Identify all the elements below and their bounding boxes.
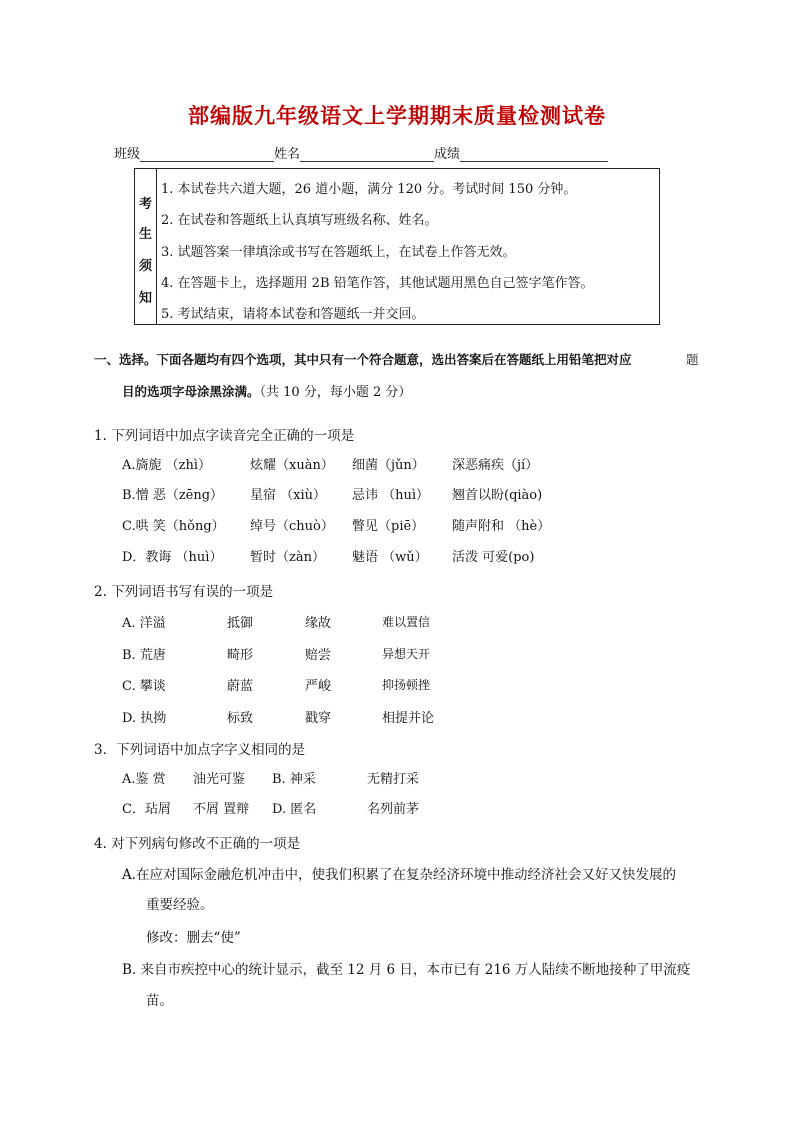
exam-notes-box [134, 168, 660, 325]
q4-option-a-line2: 重要经验。 [146, 897, 214, 913]
notes-heading-char: 考 [139, 197, 153, 212]
q1-option-a-word2: 炫耀（xuàn） [250, 458, 334, 473]
q3-option-a: A.鉴 赏 [122, 772, 166, 787]
note-item: 1. 本试卷共六道大题，26 道小题，满分 120 分。考试时间 150 分钟。 [161, 182, 577, 197]
q2-option-d-word3: 戳穿 [305, 711, 332, 726]
class-label: 班级 [114, 147, 141, 162]
question-1-stem: 1. 下列词语中加点字读音完全正确的一项是 [94, 428, 355, 444]
section-1-points: （共 10 分，每小题 2 分） [259, 385, 412, 400]
q1-option-b-word2: 星宿 （xiù） [250, 488, 326, 503]
q1-option-c-word2: 绰号（chuò） [250, 519, 334, 534]
q2-option-a-word4: 难以置信 [382, 615, 431, 629]
q1-option-b: B.憎 恶（zēng） [122, 488, 224, 503]
q3-option-b: B. 神采 [272, 772, 316, 787]
q1-option-d-word3: 魅语 （wǔ） [352, 550, 428, 565]
q2-option-c: C. 攀谈 [122, 679, 166, 694]
info-line [114, 143, 608, 162]
score-label: 成绩 [434, 147, 461, 162]
q3-option-d-word2: 名列前茅 [367, 802, 420, 817]
page-title: 部编版九年级语文上学期期末质量检测试卷 [188, 103, 606, 128]
q2-option-a-word3: 缘故 [305, 616, 332, 631]
q3-option-c: C．玷屑 [122, 802, 171, 817]
q4-option-a-line1: A.在应对国际金融危机冲击中，使我们积累了在复杂经济环境中推动经济社会又好又快发展的 [122, 867, 677, 883]
q3-option-b-word2: 无精打采 [367, 772, 420, 787]
q1-option-d: D．教诲 （huì） [122, 550, 223, 565]
q1-option-c: C.哄 笑（hǒng） [122, 519, 225, 534]
q1-option-b-word4: 翘首以盼(qiào) [452, 488, 543, 503]
q1-option-a-word3: 细菌（jǔn） [352, 458, 425, 473]
section-1-heading-line2 [122, 381, 411, 400]
question-2-stem: 2. 下列词语书写有误的一项是 [94, 584, 274, 600]
q2-option-c-word2: 蔚蓝 [227, 679, 254, 694]
q1-option-a: A.旖旎 （zhì） [122, 458, 212, 473]
q1-option-b-word3: 忌讳 （huì） [352, 488, 430, 503]
q2-option-b: B. 荒唐 [122, 648, 166, 663]
section-1-bold: 目的选项字母涂黑涂满。 [122, 384, 260, 399]
q1-option-d-word2: 暂时（zàn） [250, 550, 325, 565]
class-field[interactable] [140, 147, 274, 162]
q4-option-a-fix: 修改：删去“使” [146, 930, 241, 946]
note-item: 5. 考试结束，请将本试卷和答题纸一并交回。 [161, 307, 425, 322]
notes-heading-char: 须 [139, 259, 153, 274]
q2-option-a-word2: 抵御 [227, 616, 254, 631]
q2-option-d-word4: 相提并论 [382, 711, 435, 726]
q3-option-c-word2: 不屑 置辩 [193, 802, 250, 817]
section-1-heading: 一、选择。下面各题均有四个选项，其中只有一个符合题意，选出答案后在答题纸上用铅笔把对应 [94, 352, 632, 367]
name-field[interactable] [300, 147, 434, 162]
q4-option-b-line1: B. 来自市疾控中心的统计显示，截至 12 月 6 日，本市已有 216 万人陆续不断地接种了甲流疫 [122, 962, 691, 978]
q1-option-c-word4: 随声附和 （hè） [452, 519, 551, 534]
q2-option-d-word2: 标致 [227, 711, 254, 726]
q2-option-b-word3: 赔尝 [305, 648, 332, 663]
notes-heading [135, 169, 157, 324]
score-field[interactable] [460, 147, 608, 162]
q1-option-c-word3: 瞥见（piē） [352, 519, 425, 534]
question-4-stem: 4. 对下列病句修改不正确的一项是 [94, 836, 301, 852]
notes-heading-char: 知 [139, 291, 153, 306]
notes-heading-char: 生 [139, 227, 153, 242]
q1-option-a-word4: 深恶痛疾（jí） [452, 458, 539, 473]
q4-option-b-line2: 苗。 [146, 993, 173, 1009]
section-1-heading-tail: 题 [686, 352, 699, 367]
q2-option-a: A. 洋溢 [122, 616, 166, 631]
q2-option-b-word4: 异想天开 [382, 647, 431, 661]
note-item: 3. 试题答案一律填涂或书写在答题纸上，在试卷上作答无效。 [161, 245, 516, 260]
q3-option-a-word2: 油光可鉴 [193, 772, 246, 787]
q2-option-c-word3: 严峻 [305, 679, 332, 694]
note-item: 2. 在试卷和答题纸上认真填写班级名称、姓名。 [161, 213, 438, 228]
q3-option-d: D. 匿名 [272, 802, 317, 817]
q2-option-c-word4: 抑扬顿挫 [382, 678, 431, 692]
q2-option-b-word2: 畸形 [227, 648, 254, 663]
name-label: 姓名 [274, 147, 301, 162]
note-item: 4. 在答题卡上，选择题用 2B 铅笔作答，其他试题用黑色自己签字笔作答。 [161, 276, 594, 291]
q2-option-d: D. 执拗 [122, 711, 167, 726]
question-3-stem: 3．下列词语中加点字字义相同的是 [94, 742, 306, 758]
q1-option-d-word4: 活泼 可爱(po) [452, 550, 535, 565]
